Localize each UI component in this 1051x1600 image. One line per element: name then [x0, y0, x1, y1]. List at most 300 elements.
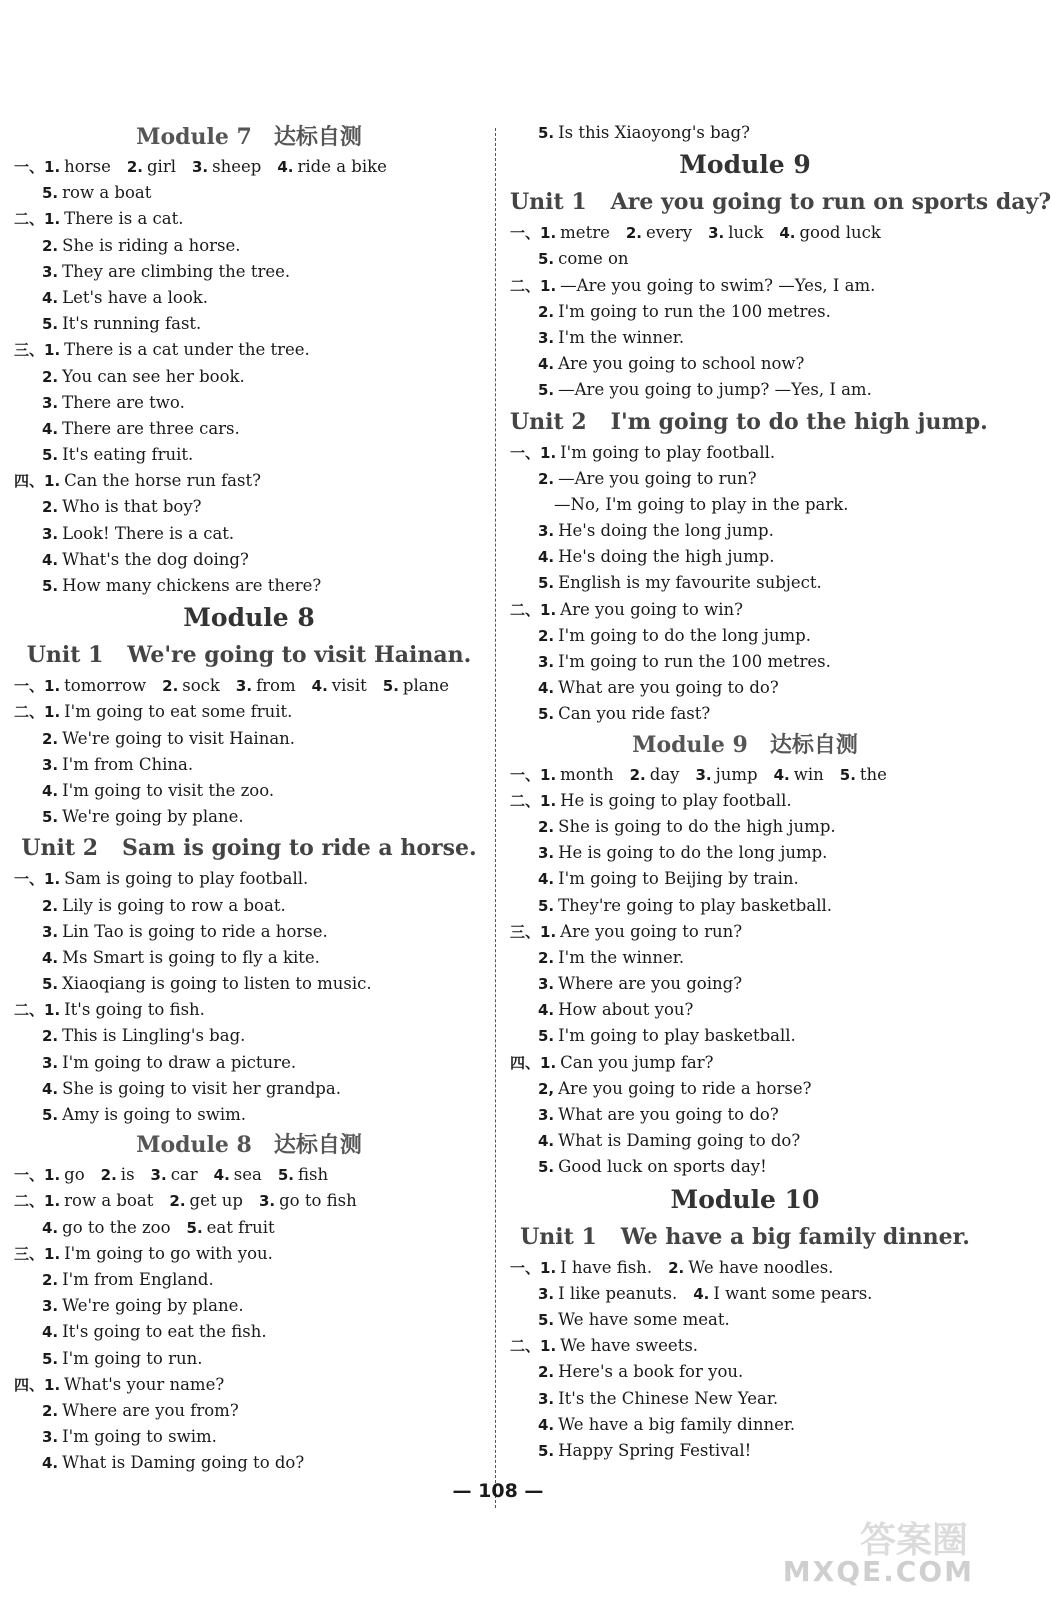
answer-line	[14, 494, 484, 520]
section-number: 四、	[14, 472, 45, 491]
answer-line	[510, 377, 980, 403]
answer-line	[510, 840, 980, 866]
unit-number: Unit 1	[520, 1223, 597, 1250]
item-number: 4.	[42, 948, 59, 967]
answer-item	[540, 765, 614, 784]
answer-item	[538, 817, 836, 836]
answer-line	[510, 788, 980, 814]
answer-item	[538, 328, 684, 347]
answer-line	[14, 206, 484, 232]
module-heading: Module 8 达标自测	[136, 1132, 362, 1159]
answer-line	[14, 945, 484, 971]
answer-item	[187, 1218, 275, 1237]
item-number: 1.	[44, 1001, 61, 1020]
item-number: 4.	[42, 1323, 59, 1342]
answer-item	[42, 1296, 244, 1315]
answer-item	[708, 223, 763, 242]
answer-line	[510, 518, 980, 544]
answer-item	[383, 676, 449, 695]
item-text: I'm from China.	[62, 754, 194, 774]
section-number: 三、	[14, 341, 45, 360]
item-number: 1.	[540, 443, 557, 462]
answer-item	[44, 1165, 85, 1184]
section-number: 一、	[510, 224, 541, 243]
item-text: row a boat	[64, 1191, 154, 1211]
item-number: 2.	[42, 367, 59, 386]
item-number: 4.	[42, 288, 59, 307]
answer-item	[312, 676, 367, 695]
answer-line	[14, 1050, 484, 1076]
item-number: 3.	[538, 328, 555, 347]
answer-item	[540, 443, 775, 462]
answer-line	[14, 154, 484, 180]
item-text: Are you going to ride a horse?	[558, 1078, 812, 1098]
answer-item	[538, 948, 684, 967]
answer-item	[42, 262, 290, 281]
answer-line	[510, 1333, 980, 1359]
answer-line	[510, 623, 980, 649]
item-number: 5.	[538, 1310, 555, 1329]
item-text: It's going to fish.	[64, 1000, 205, 1020]
watermark-logo	[782, 1512, 978, 1592]
item-number: 3.	[150, 1166, 167, 1185]
item-number: 5.	[382, 677, 399, 696]
section-number: 一、	[14, 1166, 45, 1185]
answer-line	[14, 1450, 484, 1476]
item-text: Happy Spring Festival!	[558, 1440, 752, 1460]
answer-item	[42, 314, 201, 333]
answer-line	[510, 246, 980, 272]
item-number: 1.	[44, 1375, 61, 1394]
item-text: go	[64, 1165, 85, 1185]
answer-line	[510, 1281, 980, 1307]
answer-item	[540, 1053, 713, 1072]
answer-item	[42, 974, 372, 993]
item-text: car	[170, 1165, 198, 1185]
answer-line	[14, 699, 484, 725]
item-number: 2,	[538, 1079, 555, 1098]
answer-line	[510, 597, 980, 623]
item-number: 4.	[693, 1284, 710, 1303]
item-number: 1.	[540, 1053, 557, 1072]
item-text: Can you ride fast?	[558, 704, 711, 724]
answer-line	[14, 337, 484, 363]
answer-item	[538, 896, 832, 915]
section-number: 二、	[14, 1001, 45, 1020]
answer-item	[538, 1310, 730, 1329]
unit-number: Unit 1	[510, 189, 587, 216]
answer-line	[14, 521, 484, 547]
unit-heading	[510, 404, 988, 440]
answer-item	[538, 1157, 767, 1176]
item-text: luck	[728, 223, 764, 243]
answer-line	[14, 1424, 484, 1450]
answer-line	[14, 919, 484, 945]
answer-item	[538, 678, 779, 697]
answer-item	[42, 576, 321, 595]
item-text: How many chickens are there?	[62, 576, 322, 595]
item-number: 4.	[42, 1454, 59, 1473]
item-text: Are you going to school now?	[558, 354, 805, 374]
answer-line	[510, 1128, 980, 1154]
item-number: 2.	[668, 1258, 685, 1277]
answer-item	[42, 729, 295, 748]
answer-line	[510, 440, 980, 466]
item-text: We have some meat.	[558, 1309, 730, 1329]
answer-item	[538, 1284, 677, 1303]
section-number: 四、	[510, 1053, 541, 1072]
answer-line	[510, 273, 980, 299]
section-number: 一、	[510, 765, 541, 784]
item-number: 5.	[538, 705, 555, 724]
section-number: 二、	[14, 1192, 45, 1211]
answer-line	[14, 311, 484, 337]
item-number: 3.	[538, 1389, 555, 1408]
answer-line	[510, 1386, 980, 1412]
item-text: We have noodles.	[688, 1257, 834, 1277]
answer-item	[538, 1389, 778, 1408]
answer-item	[538, 123, 750, 142]
item-text: from	[256, 676, 296, 696]
item-text: He's doing the long jump.	[558, 521, 774, 541]
item-text: ride a bike	[297, 157, 387, 176]
answer-item	[630, 765, 680, 784]
answer-line	[510, 325, 980, 351]
answer-line	[14, 1023, 484, 1049]
answer-continuation: —No, I'm going to play in the park.	[554, 494, 849, 514]
answer-item	[626, 223, 692, 242]
answer-item	[42, 524, 234, 543]
item-text: jump	[715, 764, 758, 784]
answer-line	[14, 364, 484, 390]
item-text: What's your name?	[64, 1374, 225, 1394]
item-number: 5.	[42, 315, 59, 334]
item-number: 3.	[42, 922, 59, 941]
item-number: 1.	[44, 341, 61, 360]
item-text: I'm going to run the 100 metres.	[558, 652, 831, 671]
item-number: 4.	[42, 1218, 59, 1237]
item-text: go to fish	[279, 1191, 357, 1211]
item-number: 2.	[42, 896, 59, 915]
answer-line	[510, 971, 980, 997]
answer-item	[44, 676, 146, 695]
item-text: Who is that boy?	[62, 497, 202, 517]
unit-title: I'm going to do the high jump.	[610, 408, 988, 435]
answer-item	[538, 249, 629, 268]
item-number: 2.	[126, 158, 143, 176]
item-text: horse	[64, 157, 111, 176]
answer-line	[14, 752, 484, 778]
answer-item	[538, 974, 742, 993]
answer-item	[538, 869, 799, 888]
item-text: Sam is going to play football.	[64, 869, 309, 889]
answer-line	[14, 1215, 484, 1241]
answer-item	[101, 1165, 135, 1184]
item-text: plane	[402, 676, 449, 696]
item-number: 3.	[42, 524, 59, 543]
answer-item	[42, 419, 240, 438]
answer-line	[14, 1267, 484, 1293]
item-number: 3.	[42, 262, 59, 281]
item-number: 5.	[538, 574, 555, 593]
answer-item	[540, 600, 743, 619]
item-text: How about you?	[558, 1000, 694, 1020]
answer-line	[14, 1398, 484, 1424]
answer-line	[14, 1241, 484, 1267]
item-text: They're going to play basketball.	[558, 895, 833, 915]
answer-item	[42, 550, 249, 569]
page-number: — 108 —	[452, 1480, 544, 1502]
answer-line	[14, 442, 484, 468]
item-text: Can the horse run fast?	[64, 471, 261, 491]
answer-item	[151, 1165, 198, 1184]
answer-item	[42, 1322, 267, 1341]
answer-item	[277, 157, 387, 176]
item-number: 2.	[42, 729, 59, 748]
item-text: It's eating fruit.	[62, 445, 194, 465]
item-text: There are two.	[62, 392, 185, 412]
item-number: 3.	[538, 522, 555, 541]
item-text: visit	[331, 676, 367, 696]
item-number: 1.	[540, 1258, 557, 1277]
item-number: 5.	[538, 250, 555, 269]
answer-line	[510, 814, 980, 840]
item-text: He's doing the high jump.	[558, 547, 775, 567]
answer-line	[510, 1154, 980, 1180]
item-text: Xiaoqiang is going to listen to music.	[62, 974, 372, 994]
item-text: row a boat	[62, 183, 152, 203]
item-number: 4.	[538, 1415, 555, 1434]
answer-line	[14, 1188, 484, 1214]
item-text: He is going to do the long jump.	[558, 843, 828, 863]
answer-line	[14, 233, 484, 259]
answer-item	[538, 547, 775, 566]
item-number: 4.	[538, 548, 555, 567]
answer-line	[510, 544, 980, 570]
section-number: 二、	[510, 600, 541, 619]
answer-item	[42, 1270, 214, 1289]
section-number: 一、	[14, 870, 45, 889]
answer-line	[14, 1162, 484, 1188]
answer-line	[14, 1346, 484, 1372]
answer-line	[14, 673, 484, 699]
module-heading: Module 9 达标自测	[632, 731, 858, 758]
item-text: I'm going to play football.	[560, 442, 776, 462]
section-number: 二、	[510, 791, 541, 810]
section-number: 三、	[510, 922, 541, 941]
item-number: 2.	[42, 498, 59, 517]
item-text: She is riding a horse.	[62, 235, 241, 255]
answer-line	[510, 1412, 980, 1438]
answer-line	[510, 1438, 980, 1464]
item-number: 4.	[277, 158, 294, 176]
answer-item	[44, 1000, 205, 1019]
answer-item	[44, 209, 183, 228]
item-text: fish	[298, 1165, 329, 1185]
item-text: come on	[558, 249, 629, 269]
section-number: 一、	[510, 1258, 541, 1277]
item-text: There is a cat.	[64, 209, 184, 229]
item-text: We're going by plane.	[62, 807, 244, 827]
item-number: 5.	[42, 1349, 59, 1368]
module-heading: Module 9	[679, 150, 811, 180]
watermark-url-text: MXQE.COM	[782, 1555, 974, 1588]
answer-item	[538, 469, 757, 488]
unit-title: We have a big family dinner.	[620, 1223, 970, 1250]
answer-line	[510, 997, 980, 1023]
unit-title: We're going to visit Hainan.	[127, 642, 472, 669]
item-text: I'm going to do the long jump.	[558, 625, 811, 645]
right-column	[510, 120, 1051, 1464]
item-text: —Are you going to jump? —Yes, I am.	[558, 380, 872, 400]
item-number: 5.	[538, 1441, 555, 1460]
item-text: Are you going to run?	[560, 921, 743, 941]
item-number: 3.	[42, 1053, 59, 1072]
unit-heading	[510, 184, 1051, 220]
answer-line	[510, 1023, 980, 1049]
item-text: I like peanuts.	[558, 1283, 678, 1303]
unit-heading	[14, 637, 484, 673]
item-text: She is going to do the high jump.	[558, 816, 836, 836]
item-text: I want some pears.	[713, 1283, 873, 1303]
item-number: 3.	[538, 1284, 555, 1303]
item-text: It's running fast.	[62, 314, 202, 334]
answer-line	[510, 701, 980, 727]
item-text: It's going to eat the fish.	[62, 1322, 267, 1342]
answer-item	[162, 676, 220, 695]
answer-item	[44, 340, 310, 359]
answer-line	[510, 1255, 980, 1281]
item-text: Can you jump far?	[560, 1052, 714, 1072]
answer-item	[169, 1191, 243, 1210]
item-text: What are you going to do?	[558, 1105, 779, 1124]
item-text: I'm going to swim.	[62, 1427, 217, 1447]
answer-item	[538, 1131, 800, 1150]
item-text: month	[560, 764, 614, 784]
item-number: 4.	[42, 550, 59, 569]
answer-line	[510, 299, 980, 325]
item-number: 4.	[779, 224, 796, 243]
item-text: I'm from England.	[62, 1269, 214, 1289]
item-number: 1.	[44, 1244, 61, 1263]
item-number: 3.	[538, 975, 555, 994]
item-text: good luck	[799, 223, 881, 243]
answer-item	[540, 1258, 652, 1277]
item-number: 5.	[42, 1106, 59, 1124]
section-number: 二、	[14, 703, 45, 722]
answer-line	[510, 1050, 980, 1076]
item-text: sea	[233, 1165, 262, 1185]
item-number: 5.	[42, 446, 59, 465]
item-text: What is Daming going to do?	[558, 1131, 801, 1151]
unit-number: Unit 1	[26, 642, 104, 669]
item-text: We have a big family dinner.	[558, 1414, 796, 1434]
item-text: Is this Xiaoyong's bag?	[558, 123, 750, 142]
item-number: 5.	[42, 808, 59, 827]
item-text: I'm going to draw a picture.	[62, 1052, 297, 1072]
item-number: 4.	[538, 1001, 555, 1020]
answer-item	[42, 948, 320, 967]
item-text: What is Daming going to do?	[62, 1453, 305, 1473]
answer-item	[538, 302, 831, 321]
answer-line	[14, 971, 484, 997]
answer-item	[44, 1375, 224, 1394]
item-number: 3.	[42, 755, 59, 774]
item-number: 5.	[538, 896, 555, 915]
answer-line	[14, 1319, 484, 1345]
item-text: I'm the winner.	[558, 327, 685, 347]
answer-item	[840, 765, 887, 784]
item-text: I'm going to run the 100 metres.	[558, 301, 831, 321]
answer-item	[42, 236, 241, 255]
item-text: I'm going to eat some fruit.	[64, 702, 293, 722]
unit-heading	[510, 1219, 980, 1255]
item-number: 1.	[44, 677, 61, 696]
section-number: 一、	[14, 677, 45, 696]
item-number: 5.	[42, 577, 59, 595]
item-number: 1.	[540, 224, 557, 243]
item-text: There is a cat under the tree.	[64, 340, 310, 360]
item-text: metre	[560, 223, 610, 243]
answer-item	[540, 276, 875, 295]
item-text: Good luck on sports day!	[558, 1157, 767, 1177]
item-number: 3.	[235, 677, 253, 696]
module-heading: Module 7 达标自测	[136, 124, 362, 150]
item-text: Lin Tao is going to ride a horse.	[62, 921, 328, 941]
section-number: 四、	[14, 1375, 45, 1394]
item-number: 4.	[538, 355, 555, 374]
item-text: day	[649, 764, 680, 784]
item-number: 1.	[44, 1166, 61, 1185]
answer-item	[538, 1000, 693, 1019]
answer-item	[538, 626, 811, 645]
answer-item	[42, 1053, 296, 1072]
column-divider	[495, 128, 496, 1508]
item-number: 2.	[162, 677, 179, 696]
answer-item	[42, 445, 193, 464]
item-number: 1.	[44, 158, 61, 176]
item-text: I'm the winner.	[558, 947, 685, 967]
answer-line	[510, 893, 980, 919]
answer-item	[42, 922, 328, 941]
item-text: I'm going to run.	[62, 1348, 203, 1368]
item-text: Look! There is a cat.	[62, 523, 235, 543]
answer-line	[510, 649, 980, 675]
unit-number: Unit 2	[510, 408, 587, 435]
unit-heading	[14, 830, 484, 866]
answer-line	[14, 997, 484, 1023]
answer-item	[278, 1165, 328, 1184]
answer-line	[510, 466, 980, 492]
answer-item	[42, 183, 151, 202]
answer-item	[774, 765, 824, 784]
answer-item	[696, 765, 758, 784]
item-text: English is my favourite subject.	[558, 573, 822, 593]
answer-item	[259, 1191, 357, 1210]
answer-item	[42, 1427, 217, 1446]
section-number: 二、	[14, 210, 45, 229]
section-number: 二、	[510, 1337, 541, 1356]
answer-item	[538, 521, 774, 540]
section-number: 一、	[14, 158, 45, 176]
item-text: What's the dog doing?	[62, 549, 249, 569]
item-text: I'm going to play basketball.	[558, 1026, 796, 1046]
answer-line	[14, 1372, 484, 1398]
item-number: 1.	[540, 1337, 557, 1356]
item-text: Where are you from?	[62, 1400, 239, 1420]
item-number: 2.	[538, 817, 555, 836]
answer-line	[510, 762, 980, 788]
